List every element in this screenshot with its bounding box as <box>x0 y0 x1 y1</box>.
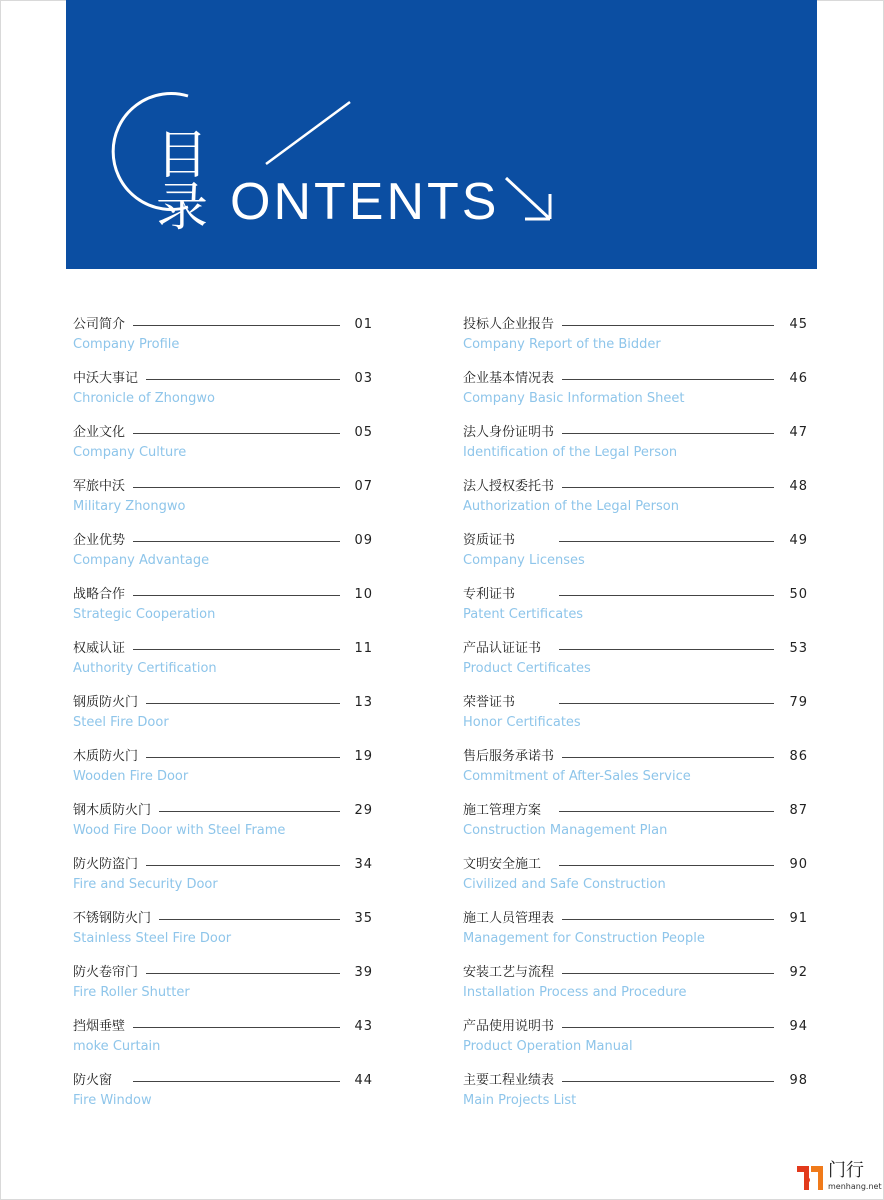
toc-leader-line <box>133 919 340 920</box>
toc-page-number: 98 <box>789 1073 808 1088</box>
toc-entry[interactable] <box>73 312 373 366</box>
toc-title-en: Product Certificates <box>463 661 591 676</box>
toc-title-en: Company Profile <box>73 337 180 352</box>
toc-leader-line <box>133 379 340 380</box>
toc-title-zh: 产品使用说明书 <box>463 1018 562 1036</box>
toc-entry[interactable] <box>73 744 373 798</box>
toc-entry[interactable] <box>73 960 373 1014</box>
toc-left-column <box>73 312 373 1122</box>
toc-leader-line <box>133 973 340 974</box>
toc-page-number: 90 <box>789 857 808 872</box>
toc-entry[interactable] <box>463 960 808 1014</box>
watermark-url: menhang.net <box>828 1182 882 1191</box>
toc-leader-line <box>559 1027 774 1028</box>
toc-title-en: Commitment of After-Sales Service <box>463 769 691 784</box>
toc-title-en: Company Culture <box>73 445 187 460</box>
toc-leader-line <box>133 757 340 758</box>
toc-title-en: Steel Fire Door <box>73 715 169 730</box>
toc-title-en: moke Curtain <box>73 1039 161 1054</box>
toc-title-zh: 军旅中沃 <box>73 478 133 496</box>
toc-leader-line <box>133 433 340 434</box>
toc-leader-line <box>133 703 340 704</box>
toc-title-en: Identification of the Legal Person <box>463 445 678 460</box>
toc-entry[interactable] <box>73 636 373 690</box>
toc-title-en: Company Basic Information Sheet <box>463 391 685 406</box>
toc-leader-line <box>559 433 774 434</box>
toc-title-en: Main Projects List <box>463 1093 577 1108</box>
toc-leader-line <box>559 595 774 596</box>
toc-leader-line <box>133 541 340 542</box>
toc-page-number: 48 <box>789 479 808 494</box>
toc-title-zh: 安装工艺与流程 <box>463 964 562 982</box>
toc-entry[interactable] <box>463 1068 808 1122</box>
toc-leader-line <box>133 865 340 866</box>
toc-page-number: 11 <box>354 641 373 656</box>
toc-title-zh: 防火窗 <box>73 1072 120 1090</box>
toc-title-zh: 钢质防火门 <box>73 694 146 712</box>
toc-title-en: Company Licenses <box>463 553 585 568</box>
toc-page-number: 53 <box>789 641 808 656</box>
toc-entry[interactable] <box>463 690 808 744</box>
watermark-name: 门行 <box>828 1160 864 1181</box>
toc-title-en: Patent Certificates <box>463 607 584 622</box>
toc-leader-line <box>559 325 774 326</box>
watermark-logo <box>795 1160 882 1196</box>
toc-page-number: 86 <box>789 749 808 764</box>
toc-title-zh: 企业优势 <box>73 532 133 550</box>
toc-leader-line <box>559 541 774 542</box>
toc-title-zh: 专利证书 <box>463 586 523 604</box>
toc-entry[interactable] <box>463 744 808 798</box>
toc-entry[interactable] <box>73 528 373 582</box>
toc-title-zh: 主要工程业绩表 <box>463 1072 562 1090</box>
toc-page-number: 09 <box>354 533 373 548</box>
toc-title-en: Construction Management Plan <box>463 823 668 838</box>
toc-leader-line <box>559 865 774 866</box>
toc-title-en: Chronicle of Zhongwo <box>73 391 215 406</box>
toc-leader-line <box>133 811 340 812</box>
toc-page-number: 91 <box>789 911 808 926</box>
toc-page-number: 47 <box>789 425 808 440</box>
toc-title-en: Management for Construction People <box>463 931 705 946</box>
toc-title-zh: 荣誉证书 <box>463 694 523 712</box>
toc-title-zh: 资质证书 <box>463 532 523 550</box>
toc-page-number: 07 <box>354 479 373 494</box>
toc-title-zh: 产品认证证书 <box>463 640 549 658</box>
toc-entry[interactable] <box>463 798 808 852</box>
toc-title-en: Military Zhongwo <box>73 499 186 514</box>
toc-title-zh: 企业基本情况表 <box>463 370 562 388</box>
toc-right-column <box>463 312 808 1122</box>
toc-page-number: 35 <box>354 911 373 926</box>
toc-leader-line <box>559 973 774 974</box>
toc-entry[interactable] <box>73 474 373 528</box>
toc-title-zh: 挡烟垂壁 <box>73 1018 133 1036</box>
toc-leader-line <box>133 1027 340 1028</box>
toc-entry[interactable] <box>73 1068 373 1122</box>
contents-title-zh: 目录 <box>156 126 211 238</box>
toc-entry[interactable] <box>463 420 808 474</box>
toc-page-number: 01 <box>354 317 373 332</box>
toc-leader-line <box>559 811 774 812</box>
toc-title-zh: 投标人企业报告 <box>463 316 562 334</box>
toc-entry[interactable] <box>73 852 373 906</box>
toc-title-zh: 中沃大事记 <box>73 370 146 388</box>
toc-title-en: Authority Certification <box>73 661 217 676</box>
toc-title-en: Strategic Cooperation <box>73 607 216 622</box>
toc-entry[interactable] <box>463 474 808 528</box>
toc-entry[interactable] <box>463 312 808 366</box>
toc-title-en: Company Report of the Bidder <box>463 337 661 352</box>
toc-title-zh: 战略合作 <box>73 586 133 604</box>
toc-leader-line <box>559 919 774 920</box>
toc-page-number: 49 <box>789 533 808 548</box>
toc-title-en: Fire Window <box>73 1093 152 1108</box>
toc-leader-line <box>559 703 774 704</box>
toc-entry[interactable] <box>73 582 373 636</box>
toc-title-en: Authorization of the Legal Person <box>463 499 679 514</box>
toc-title-zh: 文明安全施工 <box>463 856 549 874</box>
toc-leader-line <box>133 487 340 488</box>
toc-entry[interactable] <box>73 1014 373 1068</box>
toc-title-en: Product Operation Manual <box>463 1039 633 1054</box>
toc-title-en: Civilized and Safe Construction <box>463 877 666 892</box>
toc-entry[interactable] <box>73 906 373 960</box>
toc-leader-line <box>133 1081 340 1082</box>
toc-page-number: 45 <box>789 317 808 332</box>
toc-title-en: Fire and Security Door <box>73 877 218 892</box>
toc-title-en: Stainless Steel Fire Door <box>73 931 232 946</box>
toc-page-number: 94 <box>789 1019 808 1034</box>
toc-title-zh: 施工管理方案 <box>463 802 549 820</box>
toc-leader-line <box>133 325 340 326</box>
toc-title-en: Installation Process and Procedure <box>463 985 687 1000</box>
toc-title-en: Fire Roller Shutter <box>73 985 190 1000</box>
toc-page-number: 92 <box>789 965 808 980</box>
toc-leader-line <box>559 757 774 758</box>
toc-page-number: 46 <box>789 371 808 386</box>
toc-page-number: 87 <box>789 803 808 818</box>
toc-leader-line <box>559 649 774 650</box>
toc-leader-line <box>559 379 774 380</box>
toc-page-number: 79 <box>789 695 808 710</box>
toc-page-number: 50 <box>789 587 808 602</box>
toc-entry[interactable] <box>463 1014 808 1068</box>
toc-entry[interactable] <box>463 528 808 582</box>
toc-title-en: Wooden Fire Door <box>73 769 189 784</box>
toc-entry[interactable] <box>463 582 808 636</box>
contents-title-en: ONTENTS <box>230 173 500 231</box>
toc-title-zh: 法人授权委托书 <box>463 478 562 496</box>
contents-header-band <box>66 0 817 269</box>
toc-page-number: 05 <box>354 425 373 440</box>
toc-leader-line <box>559 1081 774 1082</box>
toc-title-zh: 法人身份证明书 <box>463 424 562 442</box>
toc-title-en: Company Advantage <box>73 553 210 568</box>
toc-leader-line <box>133 595 340 596</box>
toc-title-zh: 钢木质防火门 <box>73 802 159 820</box>
toc-page-number: 29 <box>354 803 373 818</box>
toc-page-number: 13 <box>354 695 373 710</box>
toc-entry[interactable] <box>73 690 373 744</box>
toc-page-number: 44 <box>354 1073 373 1088</box>
toc-entry[interactable] <box>463 852 808 906</box>
toc-title-zh: 企业文化 <box>73 424 133 442</box>
toc-title-zh: 权威认证 <box>73 640 133 658</box>
toc-title-zh: 售后服务承诺书 <box>463 748 562 766</box>
toc-page-number: 39 <box>354 965 373 980</box>
toc-page-number: 34 <box>354 857 373 872</box>
diagonal-slash-graphic <box>266 102 350 164</box>
toc-title-en: Wood Fire Door with Steel Frame <box>73 823 286 838</box>
toc-page-number: 43 <box>354 1019 373 1034</box>
toc-title-zh: 不锈钢防火门 <box>73 910 159 928</box>
toc-leader-line <box>559 487 774 488</box>
toc-title-zh: 防火防盗门 <box>73 856 146 874</box>
toc-entry[interactable] <box>463 366 808 420</box>
menhang-logo-icon <box>795 1162 825 1192</box>
toc-title-zh: 防火卷帘门 <box>73 964 146 982</box>
toc-entry[interactable] <box>463 906 808 960</box>
toc-entry[interactable] <box>73 366 373 420</box>
toc-entry[interactable] <box>73 420 373 474</box>
toc-entry[interactable] <box>463 636 808 690</box>
toc-title-zh: 公司简介 <box>73 316 133 334</box>
toc-title-zh: 木质防火门 <box>73 748 146 766</box>
toc-entry[interactable] <box>73 798 373 852</box>
toc-page-number: 19 <box>354 749 373 764</box>
toc-page-number: 03 <box>354 371 373 386</box>
toc-title-en: Honor Certificates <box>463 715 581 730</box>
toc-page-number: 10 <box>354 587 373 602</box>
arrow-down-right-icon <box>506 178 550 219</box>
toc-title-zh: 施工人员管理表 <box>463 910 562 928</box>
toc-leader-line <box>133 649 340 650</box>
